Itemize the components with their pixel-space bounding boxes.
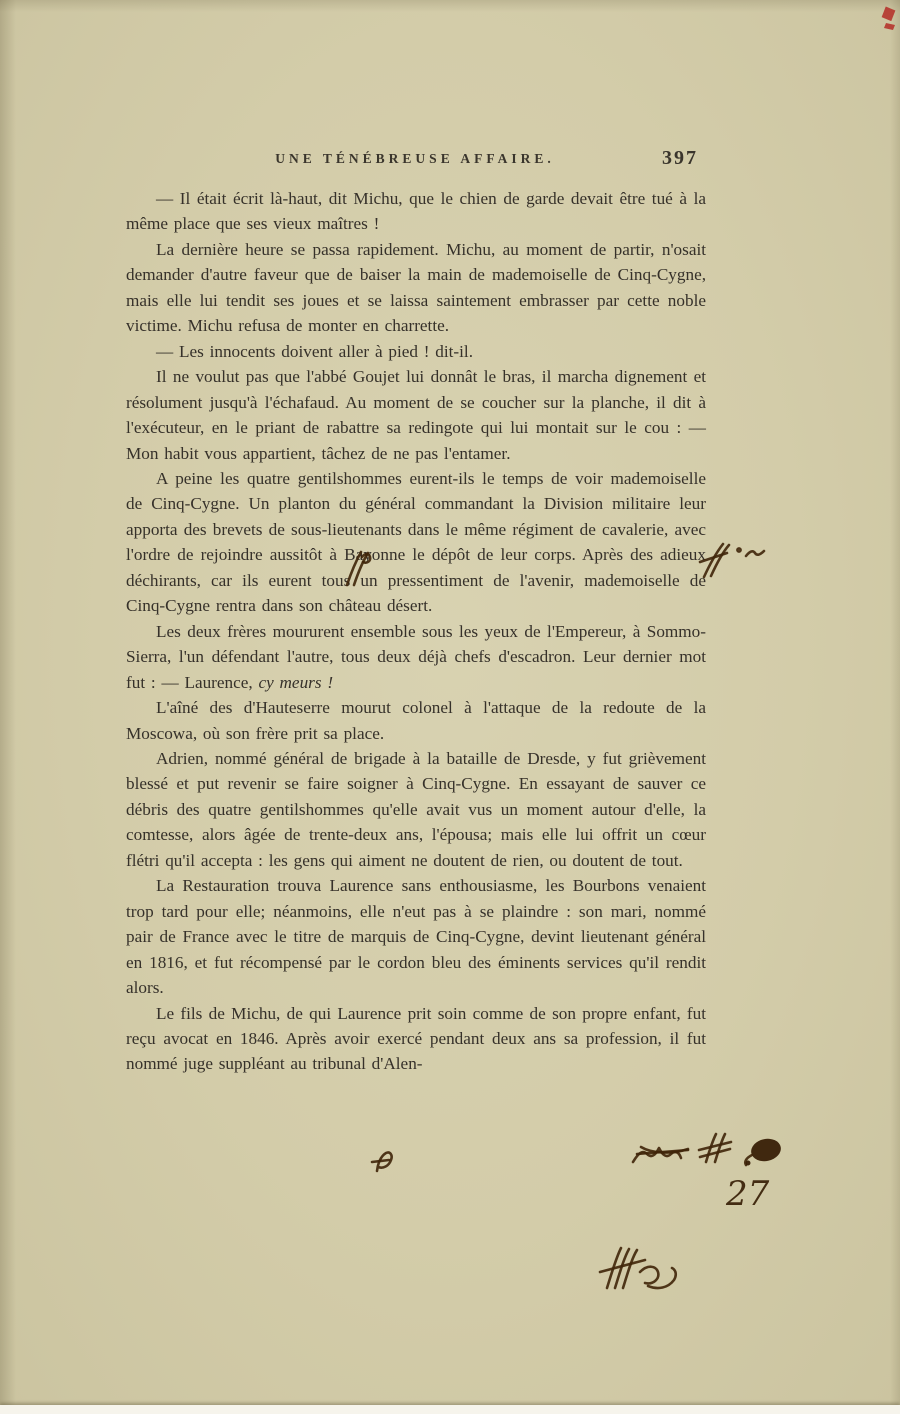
paragraph: [126, 746, 706, 873]
paragraph-text: La dernière heure se passa rapidement. Michu, au moment de partir, n'osait demander d'autre faveur que de baiser la main de mademoiselle de Cinq-Cygne, mais elle lui tendit ses joues et se laissa saintement embrasser par cette noble victime. Michu refusa de monter en charrette.: [126, 239, 706, 336]
page-header: [126, 147, 704, 175]
page-edge-shadow-left: [0, 0, 16, 1414]
paragraph-text: L'aîné des d'Hauteserre mourut colonel à l'attaque de la redoute de la Moscowa, où son frère prit sa place.: [126, 698, 706, 743]
paragraph-text: Il ne voulut pas que l'abbé Goujet lui donnât le bras, il marcha dignement et résolument jusqu'à l'échafaud. Au moment de se coucher sur la planche, il dit à l'exécuteur, en le priant de rabattre sa redingote qui lui montait sur le cou : — Mon habit vous appartient, tâchez de ne pas l'entamer.: [126, 367, 706, 463]
paragraph: [126, 466, 706, 619]
paragraph: [126, 339, 706, 364]
running-title: UNE TÉNÉBREUSE AFFAIRE.: [275, 151, 555, 166]
page-edge-shadow-right: [890, 0, 900, 1414]
paragraph: [126, 873, 706, 1000]
paragraph: [126, 1001, 706, 1077]
page-edge-shadow-top: [0, 0, 900, 12]
ink-over-deux: [633, 1147, 688, 1162]
paragraph-text: La Restauration trouva Laurence sans enthousiasme, les Bourbons venaient trop tard pour elle; néanmoins, elle n'eut pas à se plaindre : son mari, nommé pair de France avec le titre de marquis de Cinq-Cygne, devint lieutenant général en 1816, et fut récompensé par le cordon bleu des éminents services qu'il rendit alors.: [126, 876, 706, 998]
ink-over-1846: [372, 1152, 392, 1171]
handwritten-number: 27: [726, 1174, 770, 1214]
paragraph-text: A peine les quatre gentilshommes eurent-ils le temps de voir mademoiselle de Cinq-Cygne. Un planton du général commandant la Division militaire leur apporta des brevets de sous-lieutenants dans le même régiment de cavalerie, avec l'ordre de rejoindre aussitôt à Bayonne le dépôt de leur corps. Après des adieux déchirants, car ils eurent tous un pressentiment de l'avenir, mademoiselle de Cinq-Cygne rentra dans son château désert.: [126, 468, 706, 616]
paragraph: [126, 186, 706, 237]
margin-insert-mark: [700, 544, 764, 577]
paragraph-text: — Les innocents doivent aller à pied ! dit-il.: [156, 341, 473, 361]
italic-phrase: cy meurs !: [258, 672, 334, 692]
paragraph-text: Adrien, nommé général de brigade à la bataille de Dresde, y fut grièvement blessé et put revenir se faire soigner à Cinq-Cygne. En essayant de sauver ce débris des quatre gentilshommes qu'elle avait vus un moment autour d'elle, la comtesse, alors âgée de trente-deux ans, l'épousa; mais elle lui offrit un cœur flétri qu'il accepta : les gens qui aiment ne doutent de rien, ou doutent de tout.: [126, 748, 706, 870]
signature-flourish: [600, 1248, 676, 1288]
paragraph-text: Le fils de Michu, de qui Laurence prit soin comme de son propre enfant, fut reçu avocat en 1846. Après avoir exercé pendant deux ans sa profession, il fut nommé juge suppléant au tribunal d'Alen-: [126, 1003, 706, 1074]
paragraph: [126, 364, 706, 466]
double-cross-mark: [699, 1134, 731, 1162]
paragraph-text: Les deux frères moururent ensemble sous les yeux de l'Empereur, à Sommo-Sierra, l'un défendant l'autre, tous deux déjà chefs d'escadron. Leur dernier mot fut : — Laurence,: [126, 621, 706, 692]
page-number: 397: [662, 147, 698, 169]
number-note: [725, 1174, 770, 1214]
paragraph: [126, 695, 706, 746]
paragraph: [126, 619, 706, 695]
paragraph-text: — Il était écrit là-haut, dit Michu, que le chien de garde devait être tué à la même place que ses vieux maîtres !: [126, 189, 706, 234]
ink-blot: [745, 1136, 783, 1165]
scan-bottom-edge: [0, 1405, 900, 1414]
body-text: [126, 186, 706, 1077]
paragraph: [126, 237, 706, 339]
